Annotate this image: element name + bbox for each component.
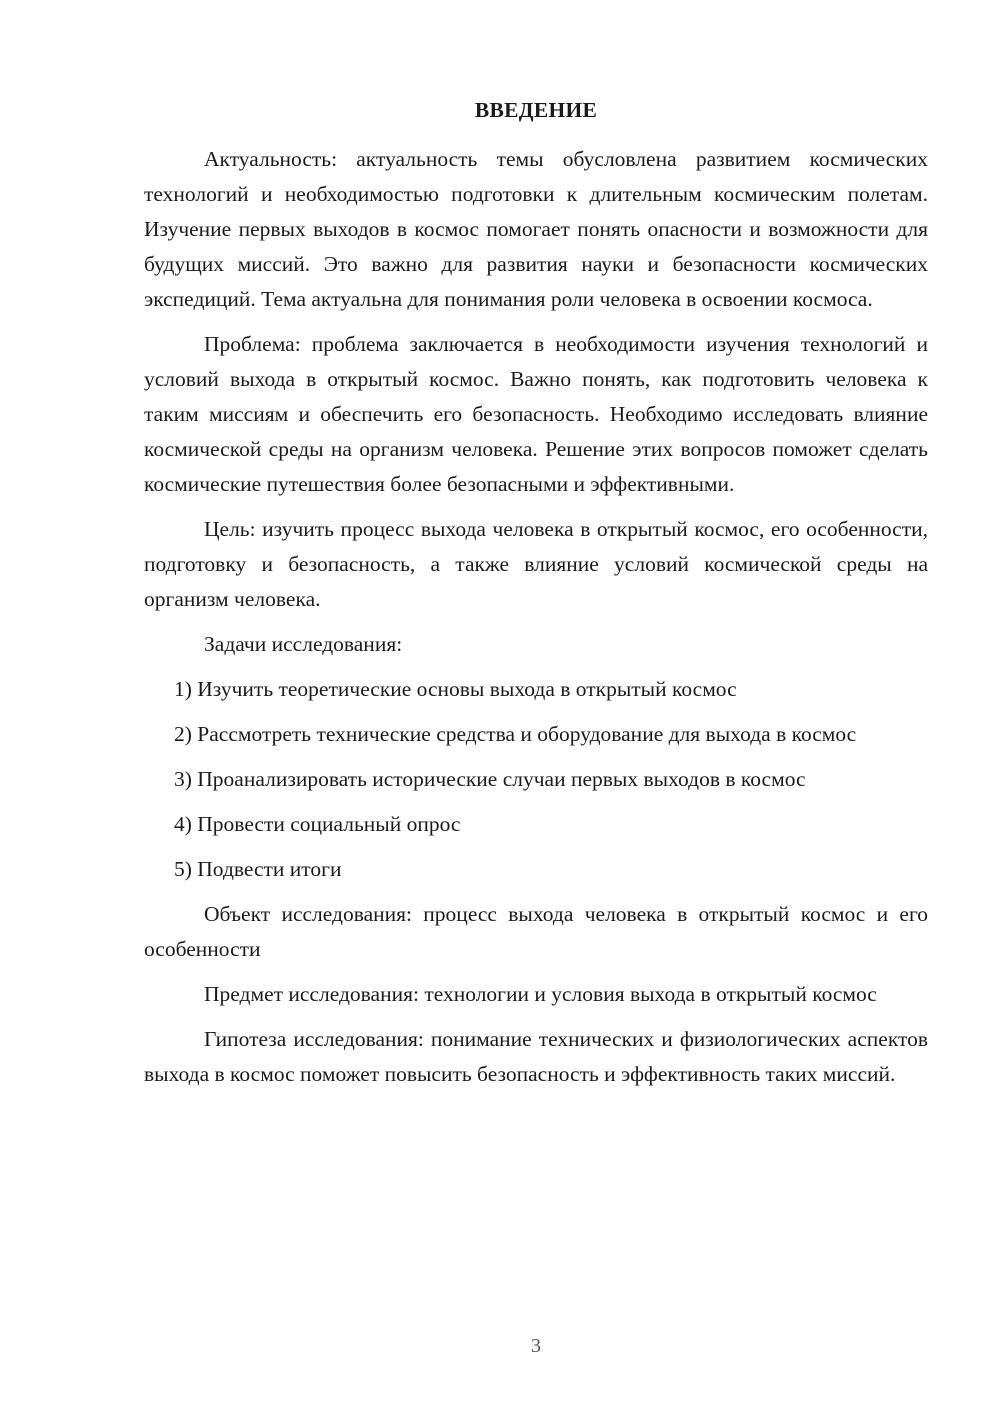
list-item: 4) Провести социальный опрос [174, 812, 461, 836]
object-paragraph: Объект исследования: процесс выхода человека в открытый космос и его особенности [144, 902, 928, 961]
list-item: 3) Проанализировать исторические случаи первых выходов в космос [174, 767, 806, 791]
list-item: 5) Подвести итоги [174, 857, 342, 881]
subject-paragraph: Предмет исследования: технологии и условия выхода в открытый космос [204, 982, 877, 1006]
page-number: 3 [531, 1335, 541, 1357]
goal-paragraph: Цель: изучить процесс выхода человека в открытый космос, его особенности, подготовку и безопасность, а также влияние условий космической среды на организм человека. [144, 517, 928, 611]
document-body [144, 95, 928, 1102]
list-item: 2) Рассмотреть технические средства и оборудование для выхода в космос [174, 722, 857, 746]
relevance-paragraph: Актуальность: актуальность темы обусловлена развитием космических технологий и необходимостью подготовки к длительным космическим полетам. Изучение первых выходов в космос помогает понять опасности и возможности для будущих миссий. Это важно для развития науки и безопасности космических экспедиций. Тема актуальна для понимания роли человека в освоении космоса. [144, 147, 928, 311]
problem-paragraph: Проблема: проблема заключается в необходимости изучения технологий и условий выхода в открытый космос. Важно понять, как подготовить человека к таким миссиям и обеспечить его безопасность. Необходимо исследовать влияние космической среды на организм человека. Решение этих вопросов поможет сделать космические путешествия более безопасными и эффективными. [144, 332, 928, 496]
tasks-list [144, 672, 928, 887]
hypothesis-paragraph: Гипотеза исследования: понимание технических и физиологических аспектов выхода в космос поможет повысить безопасность и эффективность таких миссий. [144, 1027, 928, 1086]
tasks-heading: Задачи исследования: [204, 632, 403, 656]
list-item: 1) Изучить теоретические основы выхода в открытый космос [174, 677, 737, 701]
section-title: ВВЕДЕНИЕ [474, 98, 598, 122]
